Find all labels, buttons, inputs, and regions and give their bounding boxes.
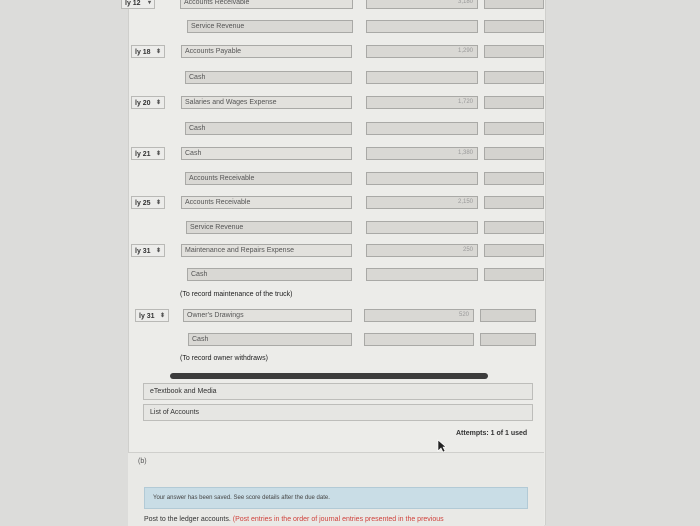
entry-explanation: (To record maintenance of the truck): [180, 291, 293, 298]
entry-explanation: (To record owner withdraws): [180, 355, 268, 362]
etextbook-link[interactable]: eTextbook and Media: [143, 383, 533, 400]
dropdown-arrow-icon: ⬍: [155, 49, 161, 55]
date-select-value: ly 21: [135, 151, 151, 158]
account-field[interactable]: Cash: [188, 333, 352, 346]
credit-amount[interactable]: [484, 172, 544, 185]
credit-amount[interactable]: [484, 147, 544, 160]
account-field[interactable]: Accounts Receivable: [185, 172, 352, 185]
debit-amount[interactable]: [366, 172, 478, 185]
date-select[interactable]: [131, 45, 165, 58]
account-field[interactable]: Accounts Receivable: [181, 196, 352, 209]
date-select-value: ly 31: [139, 313, 155, 320]
account-field[interactable]: Accounts Payable: [181, 45, 352, 58]
date-select-top[interactable]: [121, 0, 155, 9]
date-select-value: ly 18: [135, 49, 151, 56]
date-select-value: ly 20: [135, 100, 151, 107]
post-hint: (Post entries in the order of journal entries presented in the previous: [232, 516, 444, 523]
credit-amount[interactable]: [480, 309, 536, 322]
credit-amount[interactable]: [484, 244, 544, 257]
post-instructions: [144, 516, 444, 523]
account-field[interactable]: Cash: [185, 71, 352, 84]
debit-amount[interactable]: 1,290: [366, 45, 478, 58]
account-field[interactable]: Salaries and Wages Expense: [181, 96, 352, 109]
debit-amount[interactable]: 520: [364, 309, 474, 322]
dropdown-arrow-icon: ⬍: [155, 200, 161, 206]
debit-amount[interactable]: [366, 221, 478, 234]
account-field[interactable]: Cash: [181, 147, 352, 160]
debit-amount[interactable]: 1,720: [366, 96, 478, 109]
credit-amount[interactable]: [484, 71, 544, 84]
credit-amount[interactable]: [484, 221, 544, 234]
post-text: Post to the ledger accounts.: [144, 516, 231, 523]
dropdown-arrow-icon: ⬍: [155, 100, 161, 106]
account-field[interactable]: Maintenance and Repairs Expense: [181, 244, 352, 257]
list-of-accounts-link[interactable]: List of Accounts: [143, 404, 533, 421]
part-label: (b): [138, 458, 147, 465]
date-select[interactable]: [131, 147, 165, 160]
credit-amount[interactable]: [484, 96, 544, 109]
debit-amount[interactable]: [366, 268, 478, 281]
account-field[interactable]: Cash: [187, 268, 352, 281]
account-field-top[interactable]: Accounts Receivable: [180, 0, 353, 9]
debit-amount[interactable]: 2,150: [366, 196, 478, 209]
dropdown-arrow-icon: ⬍: [159, 313, 165, 319]
credit-amount[interactable]: [484, 45, 544, 58]
debit-amount[interactable]: 250: [366, 244, 478, 257]
mouse-cursor-icon: [437, 439, 447, 453]
dropdown-arrow-icon: ▾: [147, 0, 151, 6]
credit-amount[interactable]: [484, 196, 544, 209]
dropdown-arrow-icon: ⬍: [155, 151, 161, 157]
debit-amount[interactable]: [366, 71, 478, 84]
date-select[interactable]: [131, 244, 165, 257]
horizontal-scrollbar[interactable]: [170, 373, 488, 379]
debit-amount[interactable]: [366, 122, 478, 135]
date-select[interactable]: [131, 196, 165, 209]
debit-amount[interactable]: [366, 20, 478, 33]
date-select[interactable]: [135, 309, 169, 322]
account-field[interactable]: Service Revenue: [186, 221, 352, 234]
credit-amount[interactable]: [484, 268, 544, 281]
date-select-value: ly 31: [135, 248, 151, 255]
account-field[interactable]: Owner's Drawings: [183, 309, 352, 322]
dropdown-arrow-icon: ⬍: [155, 248, 161, 254]
attempts-counter: Attempts: 1 of 1 used: [456, 430, 528, 437]
date-select-value: ly 12: [125, 0, 141, 7]
credit-amount[interactable]: [484, 20, 544, 33]
credit-amount[interactable]: [484, 122, 544, 135]
credit-amount-top[interactable]: [484, 0, 544, 9]
date-select[interactable]: [131, 96, 165, 109]
account-field[interactable]: Cash: [185, 122, 352, 135]
debit-amount-top[interactable]: 3,180: [366, 0, 478, 9]
debit-amount[interactable]: [364, 333, 474, 346]
account-field[interactable]: Service Revenue: [187, 20, 353, 33]
credit-amount[interactable]: [480, 333, 536, 346]
date-select-value: ly 25: [135, 200, 151, 207]
debit-amount[interactable]: 1,380: [366, 147, 478, 160]
saved-message: Your answer has been saved. See score details after the due date.: [144, 487, 528, 509]
